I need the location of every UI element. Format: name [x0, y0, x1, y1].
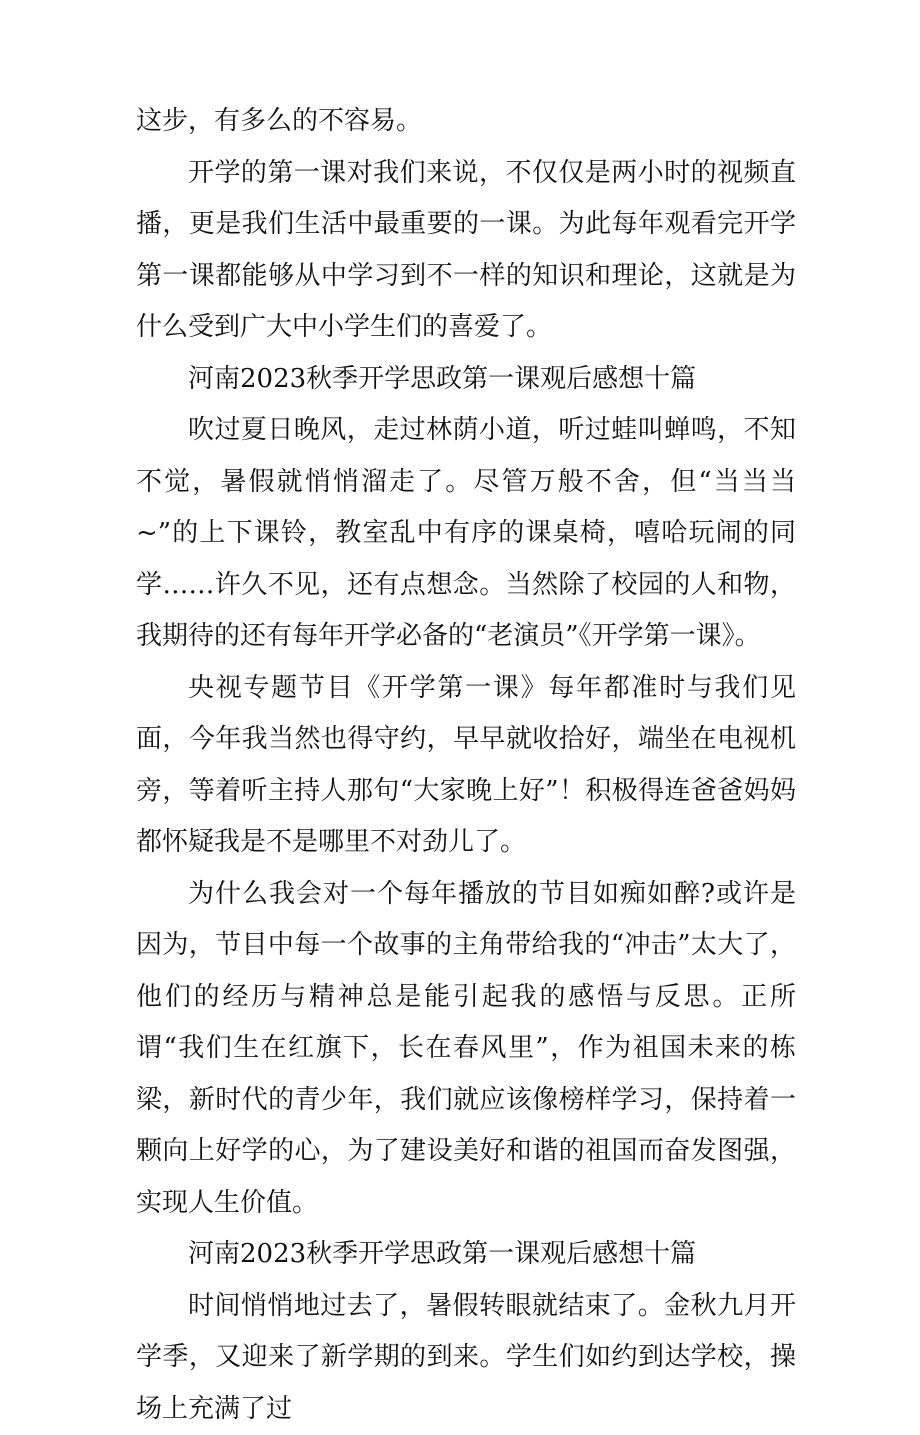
paragraph-new-semester: 时间悄悄地过去了，暑假转眼就结束了。金秋九月开学季，又迎来了新学期的到来。学生们如约到达学校，操场上充满了过: [136, 1281, 796, 1435]
paragraph-continuation: 这步，有多么的不容易。: [136, 96, 796, 148]
document-body: [136, 96, 796, 1435]
section-heading: 河南2023秋季开学思政第一课观后感想十篇: [136, 354, 796, 406]
paragraph-summer-end: 吹过夏日晚风，走过林荫小道，听过蛙叫蝉鸣，不知不觉，暑假就悄悄溜走了。尽管万般不舍，但“当当当~”的上下课铃，教室乱中有序的课桌椅，嘻哈玩闹的同学……许久不见，还有点想念。当然除了校园的人和物，我期待的还有每年开学必备的“老演员”《开学第一课》。: [136, 405, 796, 663]
paragraph-cctv-program: 央视专题节目《开学第一课》每年都准时与我们见面，今年我当然也得守约，早早就收拾好，端坐在电视机旁，等着听主持人那句“大家晚上好”！积极得连爸爸妈妈都怀疑我是不是哪里不对劲儿了。: [136, 663, 796, 869]
section-heading: 河南2023秋季开学思政第一课观后感想十篇: [136, 1229, 796, 1281]
paragraph-why-fascinated: 为什么我会对一个每年播放的节目如痴如醉?或许是因为，节目中每一个故事的主角带给我的“冲击”太大了，他们的经历与精神总是能引起我的感悟与反思。正所谓“我们生在红旗下，长在春风里”，作为祖国未来的栋梁，新时代的青少年，我们就应该像榜样学习，保持着一颗向上好学的心，为了建设美好和谐的祖国而奋发图强，实现人生价值。: [136, 869, 796, 1230]
paragraph-first-lesson-meaning: 开学的第一课对我们来说，不仅仅是两小时的视频直播，更是我们生活中最重要的一课。为此每年观看完开学第一课都能够从中学习到不一样的知识和理论，这就是为什么受到广大中小学生们的喜爱了。: [136, 148, 796, 354]
